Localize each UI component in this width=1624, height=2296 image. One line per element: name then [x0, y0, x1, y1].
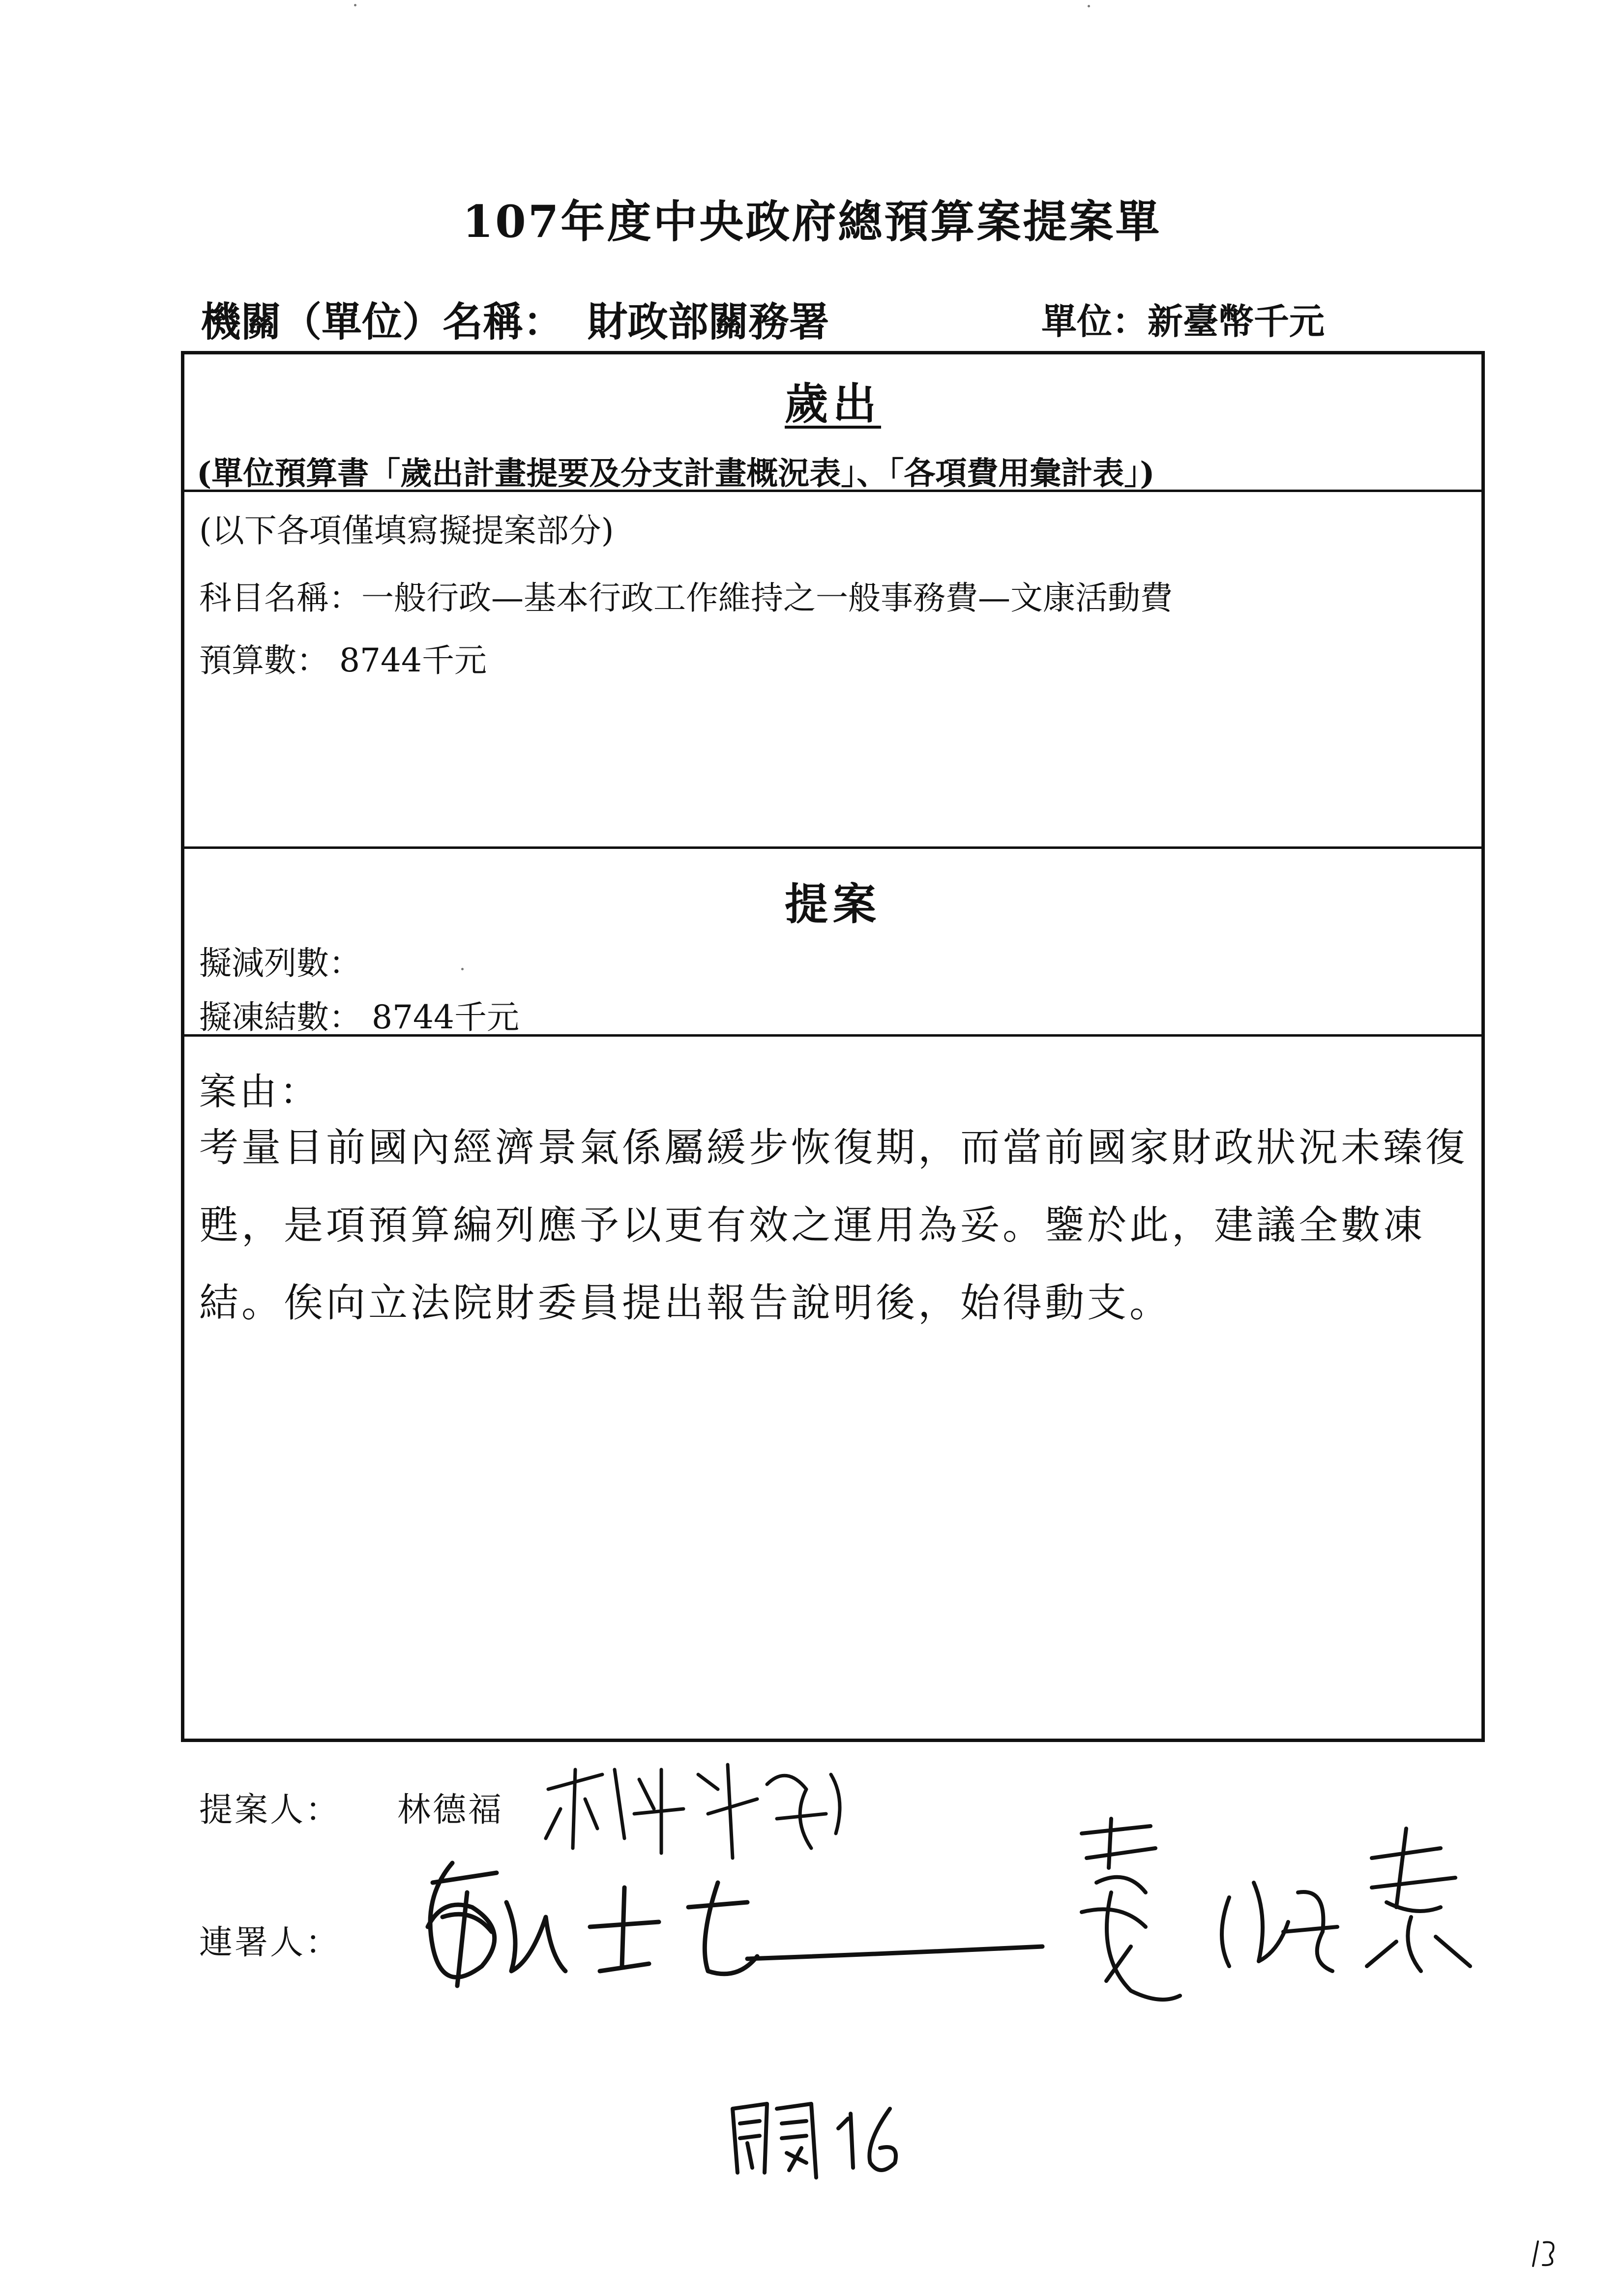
subject-name: 科目名稱：一般行政—基本行政工作維持之一般事務費—文康活動費	[199, 579, 1173, 617]
handwritten-code	[733, 2104, 896, 2178]
currency-unit: 單位：新臺幣千元	[1041, 300, 1325, 342]
cosigner-signature-2	[1082, 1819, 1470, 2000]
cosigner-label: 連署人：	[199, 1923, 341, 1962]
scan-speck	[461, 968, 464, 970]
budget-amount: 預算數： 8744千元	[199, 641, 487, 679]
expenditure-heading: 歲出	[784, 378, 881, 429]
freeze-amount: 擬凍結數： 8744千元	[199, 998, 519, 1036]
page-number	[1533, 2241, 1554, 2266]
proposer-name: 林德福	[397, 1791, 504, 1830]
page-title: 107年度中央政府總預算案提案單	[462, 196, 1162, 248]
reason-text: 考量目前國內經濟景氣係屬緩步恢復期，而當前國家財政狀況未臻復甦，是項預算編列應予以更有效之運用為妥。鑒於此，建議全數凍結。俟向立法院財委員提出報告說明後，始得動支。	[199, 1125, 1468, 1326]
proposal-heading: 提案	[784, 878, 881, 930]
proposer-signature	[546, 1765, 840, 1858]
source-note: (單位預算書「歲出計畫提要及分支計畫概況表」、「各項費用彙計表」)	[197, 455, 1155, 492]
instruction-text: (以下各項僅填寫擬提案部分)	[199, 512, 614, 550]
cosigner-signature-1	[428, 1863, 1042, 1986]
agency-name: 財政部關務署	[587, 298, 829, 346]
reason-label: 案由：	[199, 1070, 320, 1113]
scan-speck	[1088, 5, 1090, 7]
scan-speck	[354, 4, 356, 6]
agency-label: 機關（單位）名稱：	[201, 298, 564, 346]
proposer-label: 提案人：	[199, 1791, 341, 1830]
reduction-amount: 擬減列數：	[199, 944, 361, 982]
